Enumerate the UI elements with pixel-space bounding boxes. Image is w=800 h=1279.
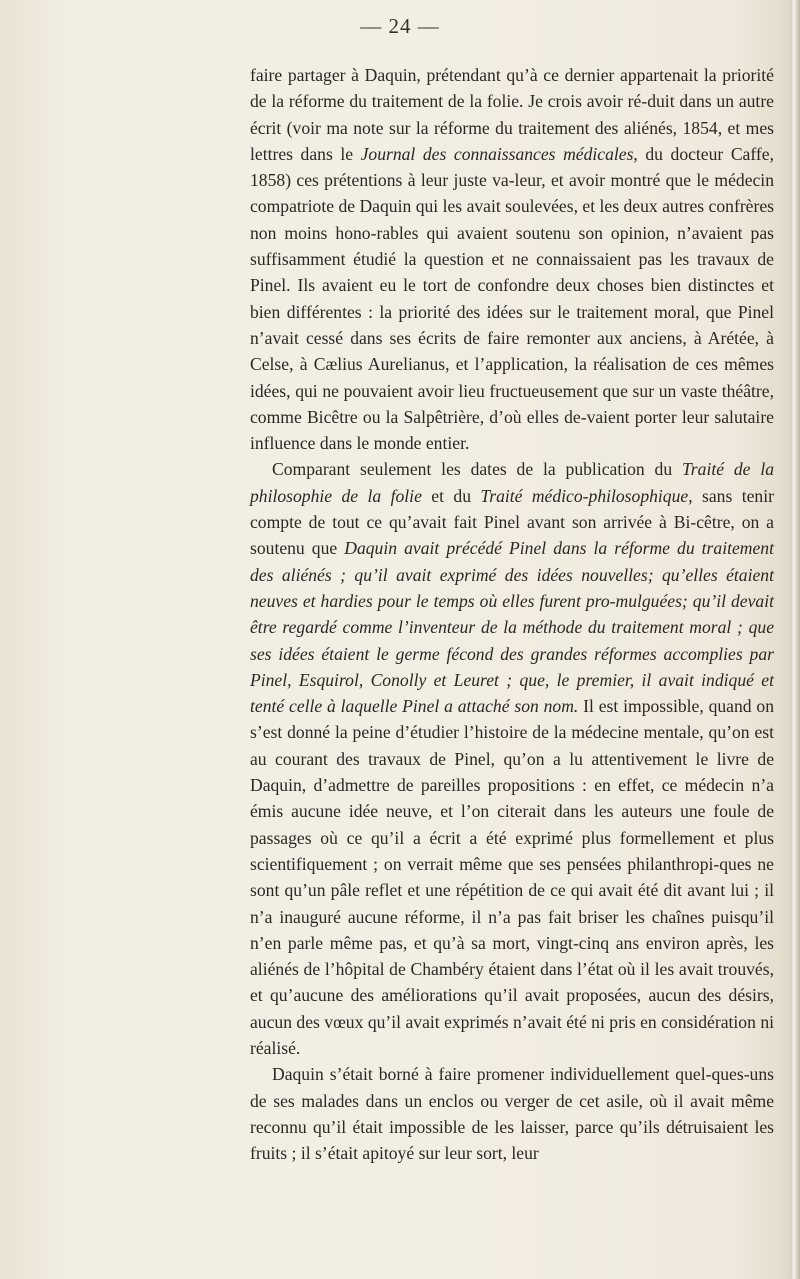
- book-title: Traité de la philosophie de la folie: [250, 459, 774, 506]
- journal-title: Journal des connaissances médicales: [360, 143, 634, 164]
- paragraph: [250, 1061, 774, 1166]
- page-number: — 24 —: [360, 14, 440, 38]
- page-edge: [790, 0, 800, 1279]
- paragraph: [250, 456, 774, 1061]
- text-run: Il est impossible, quand on s’est donné la peine d’étudier l’histoire de la médecine mentale, qu’on est au courant des travaux de Pinel, qu’on a lu attentivement le livre de Daquin, d’admettre de pareilles propositions : en effet, ce médecin n’a émis aucune idée neuve, et l’on citerait dans les auteurs une foule de passages où ce qu’il a écrit a été exprimé plus formellement et plus scientifiquement ; on verrait même que ses pensées philanthropi-ques ne sont qu’un pâle reflet et une répétition de ce qui avait été dit avant lui ; il n’a inauguré aucune réforme, il n’a pas fait briser les chaînes puisqu’il n’en parle même pas, et qu’à sa mort, vingt-cinq ans environ après, les aliénés de l’hôpital de Chambéry étaient dans l’état où il les avait trouvés, et qu’aucune des améliorations qu’il avait proposées, aucun des désirs, aucun des vœux qu’il avait exprimés n’avait été ni pris en considération ni réalisé.: [250, 696, 775, 1058]
- text-run: , sans tenir compte de tout ce qu’avait fait Pinel avant son arrivée à Bi-cêtre, on a soutenu que: [250, 485, 774, 559]
- text-run: et du: [421, 485, 481, 506]
- text-run: Comparant seulement les dates de la publication du: [272, 459, 682, 480]
- body-text: [250, 62, 774, 1166]
- quoted-claim: Daquin avait précédé Pinel dans la réforme du traitement des aliénés ; qu’il avait exprimé des idées nouvelles; qu’elles étaient neuves et hardies pour le temps où elles furent pro-mulguées; qu’il devait être regardé comme l’inventeur de la méthode du traitement moral ; que ses idées étaient le germe fécond des grandes réformes accomplies par Pinel, Esquirol, Conolly et Leuret ; que, le premier, il avait indiqué et tenté celle à laquelle Pinel a attaché son nom.: [250, 538, 774, 717]
- text-run: , du docteur Caffe, 1858) ces prétentions à leur juste va-leur, et avoir montré que le médecin compatriote de Daquin qui les avait soulevées, et les deux autres confrères non moins hono-rables qui avaient soutenu son opinion, n’avaient pas suffisamment étudié la question et ne connaissaient pas les travaux de Pinel. Ils avaient eu le tort de confondre deux choses bien distinctes et bien différentes : la priorité des idées sur le traitement moral, que Pinel n’avait cessé dans ses écrits de faire remonter aux anciens, à Arétée, à Celse, à Cælius Aurelianus, et l’application, la réalisation de ces mêmes idées, qui ne pouvaient avoir lieu fructueusement que sur un vaste théâtre, comme Bicêtre ou la Salpêtrière, d’où elles de-vaient porter leur salutaire influence dans le monde entier.: [250, 143, 774, 454]
- text-run: faire partager à Daquin, prétendant qu’à ce dernier appartenait la priorité de la réforme du traitement de la folie. Je crois avoir ré-duit dans un autre écrit (voir ma note sur la réforme du traitement des aliénés, 1854, et mes lettres dans le: [250, 65, 774, 164]
- paragraph: [250, 62, 774, 456]
- text-run: Daquin s’était borné à faire promener individuellement quel-ques-uns de ses malades dans un enclos ou verger de cet asile, où il avait même reconnu qu’il était impossible de les laisser, parce qu’ils détruisaient les fruits ; il s’était apitoyé sur leur sort, leur: [250, 1064, 774, 1164]
- book-title: Traité médico-philosophique: [480, 485, 689, 506]
